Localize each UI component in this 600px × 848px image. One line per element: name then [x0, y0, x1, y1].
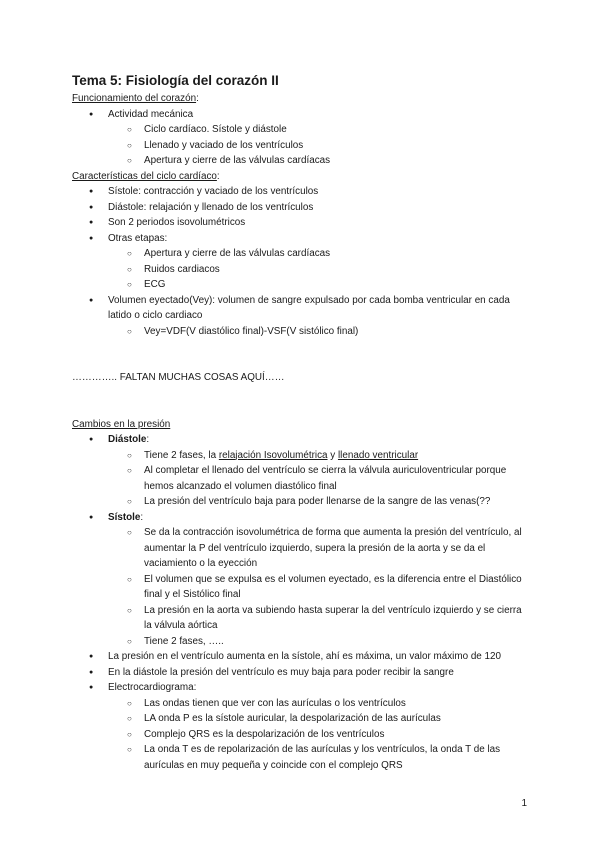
page-title: Tema 5: Fisiología del corazón II	[72, 73, 279, 88]
llenado-ventricular-link: llenado ventricular	[337, 449, 419, 461]
list-subitem: ○ Se da la contracción isovolumétrica de forma que aumenta la presión del ventrículo, al aumentar la P del ventrículo izquierdo, supera la presión de la aorta y se da el vaciamiento o la eyección	[72, 525, 532, 572]
list-subitem: ○ Tiene 2 fases, la relajación Isovolumétrica y llenado ventricular	[72, 448, 532, 464]
diastole-item: ● Diástole:	[72, 432, 532, 448]
list-subitem: ○ LA onda P es la sístole auricular, la despolarización de las aurículas	[72, 711, 532, 727]
section-presion-heading: Cambios en la presión	[72, 418, 171, 430]
relajacion-isovolumetrica-link: relajación Isovolumétrica	[218, 449, 328, 461]
list-subitem: ○ La presión en la aorta va subiendo hasta superar la del ventrículo izquierdo y se cierra la válvula aórtica	[72, 603, 532, 634]
list-subitem: ○ Complejo QRS es la despolarización de los ventrículos	[72, 727, 532, 743]
list-subitem: ○ Las ondas tienen que ver con las aurículas o los ventrículos	[72, 696, 532, 712]
section-funcionamiento-heading: Funcionamiento del corazón:	[72, 93, 199, 104]
list-item: ● La presión en el ventrículo aumenta en la sístole, ahí es máxima, un valor máximo de 120	[72, 649, 532, 665]
list-subitem: ○ Llenado y vaciado de los ventrículos	[72, 138, 532, 154]
list-subitem: ○ El volumen que se expulsa es el volumen eyectado, es la diferencia entre el Diastólico final y el Sistólico final	[72, 572, 532, 603]
list-item: ● Volumen eyectado(Vey): volumen de sangre expulsado por cada bomba ventricular en cada latido o ciclo cardiaco	[72, 293, 532, 324]
list-item: ● Actividad mecánica	[72, 107, 532, 123]
list-subitem: ○ La onda T es de repolarización de las aurículas y los ventrículos, la onda T de las aurículas en muy pequeña y coincide con el complejo QRS	[72, 742, 532, 773]
sistole-item: ● Sístole:	[72, 510, 532, 526]
list-item: ● Otras etapas:	[72, 231, 532, 247]
missing-content-note: ………….. FALTAN MUCHAS COSAS AQUÍ……	[72, 372, 285, 383]
list-subitem: ○ La presión del ventrículo baja para poder llenarse de la sangre de las venas(??	[72, 494, 532, 510]
list-subitem: ○ Al completar el llenado del ventrículo se cierra la válvula auriculoventricular porque hemos alcanzado el volumen diastólico final	[72, 463, 532, 494]
list-subitem: ○ Tiene 2 fases, …..	[72, 634, 532, 650]
document-page	[72, 72, 532, 773]
list-subitem: ○ Ciclo cardíaco. Sístole y diástole	[72, 122, 532, 138]
list-item: ● En la diástole la presión del ventrículo es muy baja para poder recibir la sangre	[72, 665, 532, 681]
section-presion-list	[72, 432, 532, 773]
section-funcionamiento-list	[72, 107, 532, 169]
list-item: ● Son 2 periodos isovolumétricos	[72, 215, 532, 231]
section-caracteristicas-list	[72, 184, 532, 339]
page-number: 1	[521, 798, 527, 809]
section-caracteristicas-heading: Características del ciclo cardíaco:	[72, 170, 220, 182]
list-subitem: ○ ECG	[72, 277, 532, 293]
list-item: ● Diástole: relajación y llenado de los ventrículos	[72, 200, 532, 216]
list-subitem: ○ Vey=VDF(V diastólico final)-VSF(V sistólico final)	[72, 324, 532, 340]
list-subitem: ○ Apertura y cierre de las válvulas cardíacas	[72, 246, 532, 262]
list-subitem: ○ Ruidos cardiacos	[72, 262, 532, 278]
list-item: ● Electrocardiograma:	[72, 680, 532, 696]
list-subitem: ○ Apertura y cierre de las válvulas cardíacas	[72, 153, 532, 169]
list-item: ● Sístole: contracción y vaciado de los ventrículos	[72, 184, 532, 200]
